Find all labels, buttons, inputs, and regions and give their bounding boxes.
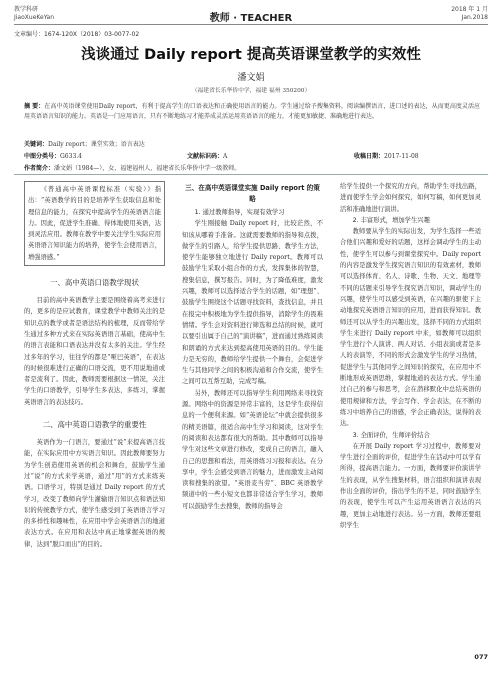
header-rule [14, 24, 488, 25]
subsection-heading-1: 1. 通过教师指导，实现有效学习 [194, 209, 285, 216]
abstract-label: 摘 要： [24, 103, 45, 110]
article-title: 浅谈通过 Daily report 提高英语课堂教学的实效性 [81, 47, 421, 63]
keywords-text: Daily report；课堂实效；语言表达 [48, 141, 145, 148]
author-bio [24, 163, 480, 172]
clc-field [24, 153, 82, 160]
section-heading-1: 一、高中英语口语教学现状 [50, 278, 139, 288]
received-date-value: 2017-11-08 [384, 153, 419, 160]
issue-date-cn: 2018 年 1 月 [451, 6, 488, 13]
received-date-label: 收稿日期： [354, 153, 385, 160]
abstract-text: 在高中英语课堂使用Daily report，有利于提高学生的口语表达和正确使用语言的能力。学生通过给予搜集资料，阅读编撰语言，进口述的表达，从而更高度灵活应用英语语言知识的能力。英语是一门应用语言，只有不断地练习才能养成灵活运用英语语言的能力，才能更加敏捷、准确地进行表达。 [24, 103, 480, 120]
body-paragraph: 另外，教师还可以指导学生利用网络来寻找资源。网络中的资源是异常丰富的，这是学生获得信息的一个便利来源。如“英语论坛”中就会提供很多的精美语篇，很适合高中生学习和阅读，这对学生的阅读和表达都有很大的帮助。其中教师可以指导学生对这些文章进行修改，变成自己的语言，融入自己的思想和看法，用英语练习习报和表达。在分享中，学生会感受到语言的魅力，进而激发主动阅读和搜集的欲望。“英语麦当劳”、BBC 英语教学频道中的一些小短文也都非常适合学生学习，教师可以鼓励学生去搜集，教师的指导会 [182, 389, 323, 510]
body-paragraph: 给学生提供一个探究的方向，帮助学生寻找出路，进而使学生学会如何探究，如何写稿，如何更加灵活和准确地进行演讲。 [340, 183, 481, 213]
body-paragraph: 在开展 Daily report 学习过程中，教师要对学生进行全面的评价，促进学生在活动中可以学有所得，提高语言能力。一方面，教师要评价演讲学生的表现，从学生搜集材料，语言组织和演讲表现作出全面的评价，指出学生的不足，同时鼓励学生的表现，使学生可以产生运用英语语言表达的兴趣，更加主动地进行表达。另一方面，教师还要组织学生 [340, 442, 481, 529]
body-column-2 [182, 181, 323, 512]
page-number: 077 [474, 653, 488, 661]
journal-name-pinyin: JiaoXueKeYan [14, 14, 55, 21]
keywords-label: 关键词： [24, 141, 49, 148]
curriculum-quote-box [24, 181, 165, 266]
section-rule [14, 174, 488, 175]
clc-value: G633.4 [60, 153, 82, 160]
author-name: 潘文娟 [237, 73, 265, 83]
author-affiliation: （福建省长乐华侨中学，福建 福州 350200） [191, 88, 311, 94]
issue-date-en: Jan.2018 [461, 14, 488, 21]
body-paragraph: 学生刚接触 Daily report 时，比较茫然，不知该从哪着手准备。这就需要教师的指导和点拨，做学生的引路人，给学生提供思路、教学生方法，使学生能够独立地进行 Daily report。教师可以鼓励学生采取小组合作的方式，发挥集体的智慧，搜集信息，撰写报告。同时，为了降低难度，激发兴趣，教师可以选择适合学生的话题，如“理想”、鼓励学生围绕这个话题寻找资料，查找信息，并且在报完中积极地为学生提供指导，消除学生的畏难情绪。学生会对资料进行筛选和总结的时候，就可以要引出属于自己的“演讲稿”，进而通过熟练阅读和朗诵的方式来达到提高使用英语的目的。学生能力是无穷的，教师给学生提供一个舞台，会促进学生与其他同学之间的积极沟通和合作交流，使学生之间可以互帮互助，完成写稿。 [182, 220, 323, 386]
doc-code-value: A [223, 153, 228, 160]
section-heading-3: 三、在高中英语课堂实施 Daily report 的策略 [185, 184, 320, 203]
body-column-1 [24, 181, 165, 550]
body-column-3 [340, 181, 481, 531]
body-paragraph: 英语作为一门语言，要通过“说”来提高语言技能，在实际应用中方实语言知识。因此教师要努力为学生创造使用英语的机会和舞台，鼓励学生通过“说”的方式来学英语，通过“用”的方式来练英语。口语学习，特别是通过 Daily report 的方式学习，改变了教师向学生灌输语言知识点和语法知识的传统教学方式，使学生感受到了英语语言学习的多样性和趣味性，在应用中学会英语语言的地道表达方式。在应用和表达中真正地掌握英语的规律，达到“脱口而出”的目的。 [24, 439, 165, 548]
running-header-title: 教师 · TEACHER [209, 13, 293, 24]
abstract [24, 102, 480, 122]
received-date-field [354, 151, 419, 160]
running-header-issue [451, 6, 488, 22]
section-heading-2: 二、高中英语口语教学的重要性 [42, 420, 147, 430]
body-paragraph: 教师要从学生的实际出发，为学生选择一些适合他们兴趣和爱好的话题，这样会调动学生的主动性，使学生可以参与到课堂探究中。Daily report 的内容是激发学生探究语言知识的有效素材，教师可以选择体育、名人、诗歌、生物、天文、地理等不同的话题来引导学生探究语言知识，调动学生的兴趣，使学生可以感受到英语，在兴趣的驱使下主动地探究英语语言知识的应用，进而获得知识。教师还可以从学生的兴趣出发，选择不同的方式组织学生来进行 Daily report 中来，如教师可以组织学生进行个人演讲、两人对话、小组表演或者是多人的表演等，不同的形式会激发学生的学习热情，促进学生与其他同学之间知识的探究，在应用中不断地形成英语思维，掌握地道的表达方式。学生通过自己的参与和思考，会在潜移默化中总结英语的使用规律和方法，学会写作、学会表达，在不断的练习中培养自己的语感，学会正确表达，说得的表达。 [340, 228, 481, 428]
author-bio-text: 潘文娟（1984—），女，福建福州人，福建省长乐华侨中学一级教师。 [54, 165, 241, 172]
journal-name-cn: 教学科研 [14, 6, 39, 13]
subsection-heading-2: 2. 丰富形式，增加学生兴趣 [352, 216, 430, 224]
classification-line [24, 151, 480, 160]
article-number: 文章编号：1674-120X（2018）03-0077-02 [14, 31, 140, 38]
doc-code-field [187, 151, 227, 160]
author-bio-label: 作者简介： [24, 165, 55, 172]
curriculum-quote: 《普通高中英语课程标准（实验）》指出：“英语教学的目的是培养学生获取信息和处理信息的能力，在探究中提高学生的英语语言能力。因此，促进学生准确、得体地使用英语，达到灵活应用。教师在教学中要关注学生实际应用英语语言知识能力的培养，使学生会使用语言，增强语感。” [28, 186, 161, 261]
clc-label: 中图分类号： [24, 153, 61, 160]
subsection-heading-3: 3. 全面评价，生师评价结合 [352, 431, 430, 439]
doc-code-label: 文献标识码： [187, 153, 224, 160]
keywords [24, 139, 480, 148]
body-paragraph: 目前的高中英语教学主要是围绕着高考来进行的，更多的是应试教育，课堂教学中教师关注的是知识点的教学或者是语法结构的梳理，反而带给学生通过多种方式来在实际英语语言基础，使高中生的语言表能和口语表达并没有太多的关注。学生经过多年的学习，往往学的都是“哑巴英语”，在表达的时候很难进行正确的口语交流，更不用说地道或者是流利了。因此，教师需要根据这一情况，关注学生的口语教学，引导学生多表达，多练习，掌握英语语言的表达技巧。 [24, 297, 165, 406]
